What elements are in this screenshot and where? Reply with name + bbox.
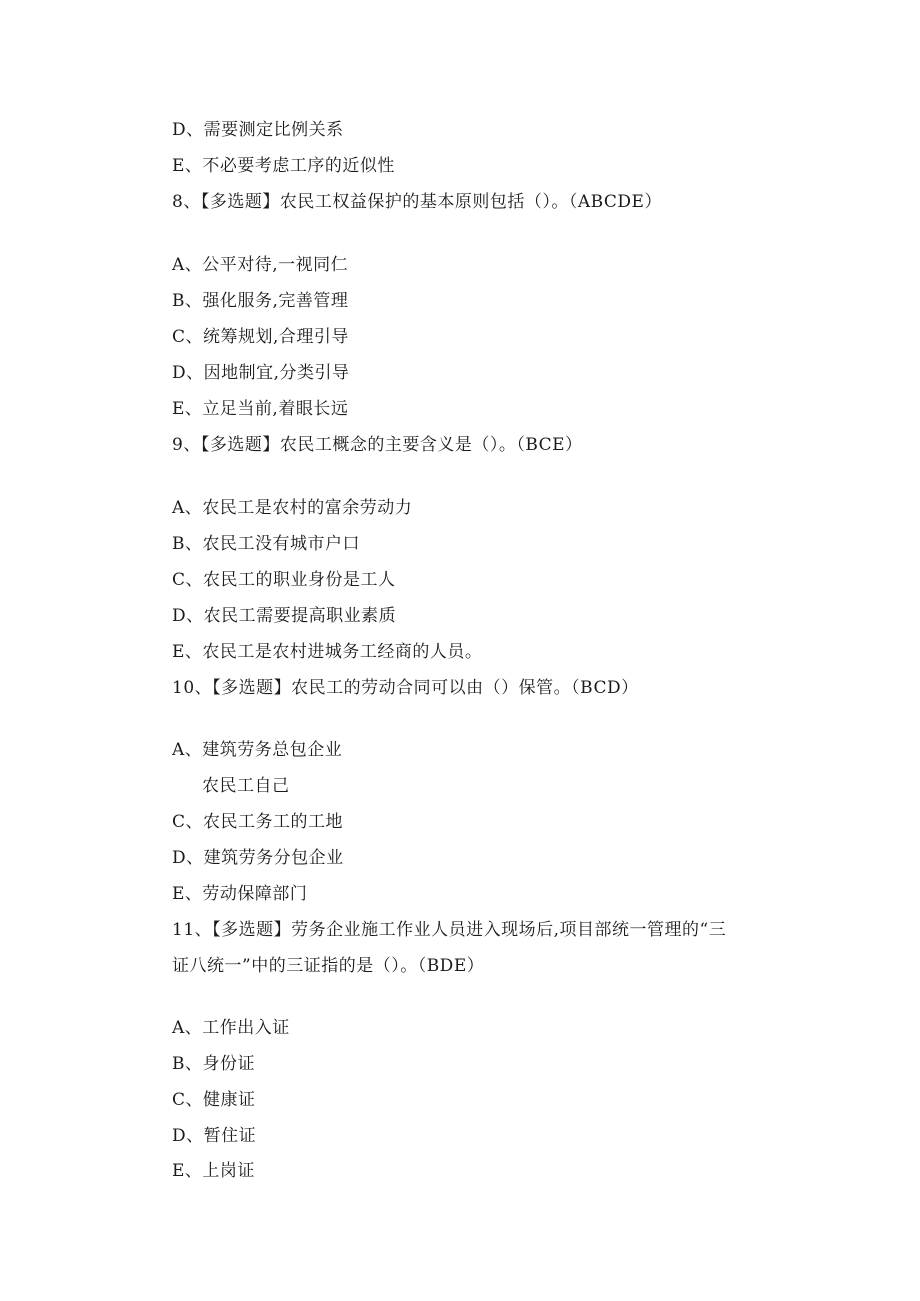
- option-text: D、建筑劳务分包企业: [172, 848, 344, 868]
- option-text: C、健康证: [172, 1090, 256, 1110]
- question-text: 11、【多选题】劳务企业施工作业人员进入现场后,项目部统一管理的“三: [172, 920, 727, 940]
- option-text: D、因地制宜,分类引导: [172, 363, 350, 383]
- option-text: A、工作出入证: [172, 1018, 290, 1038]
- option-text: E、劳动保障部门: [172, 884, 308, 904]
- question-text: 8、【多选题】农民工权益保护的基本原则包括（）。（ABCDE）: [172, 192, 662, 212]
- option-text: D、需要测定比例关系: [172, 120, 344, 140]
- option-text: B、身份证: [172, 1054, 255, 1074]
- option-text: E、上岗证: [172, 1161, 255, 1181]
- option-text: D、暂住证: [172, 1126, 257, 1146]
- question-text-continued: 证八统一”中的三证指的是（）。（BDE）: [172, 956, 485, 976]
- question-text: 9、【多选题】农民工概念的主要含义是（）。（BCE）: [172, 435, 583, 455]
- option-text: E、不必要考虑工序的近似性: [172, 156, 395, 176]
- option-text: C、农民工的职业身份是工人: [172, 570, 396, 590]
- option-text: C、农民工务工的工地: [172, 812, 344, 832]
- option-text: A、建筑劳务总包企业: [172, 740, 343, 760]
- option-text: E、立足当前,着眼长远: [172, 399, 349, 419]
- question-text: 10、【多选题】农民工的劳动合同可以由（）保管。（BCD）: [172, 678, 639, 698]
- option-text: E、农民工是农村进城务工经商的人员。: [172, 642, 483, 662]
- option-text: B、强化服务,完善管理: [172, 291, 349, 311]
- option-text: 农民工自己: [202, 776, 290, 796]
- option-text: A、农民工是农村的富余劳动力: [172, 498, 413, 518]
- option-text: D、农民工需要提高职业素质: [172, 606, 397, 626]
- option-text: B、农民工没有城市户口: [172, 534, 360, 554]
- option-text: C、统筹规划,合理引导: [172, 327, 349, 347]
- option-text: A、公平对待,一视同仁: [172, 255, 349, 275]
